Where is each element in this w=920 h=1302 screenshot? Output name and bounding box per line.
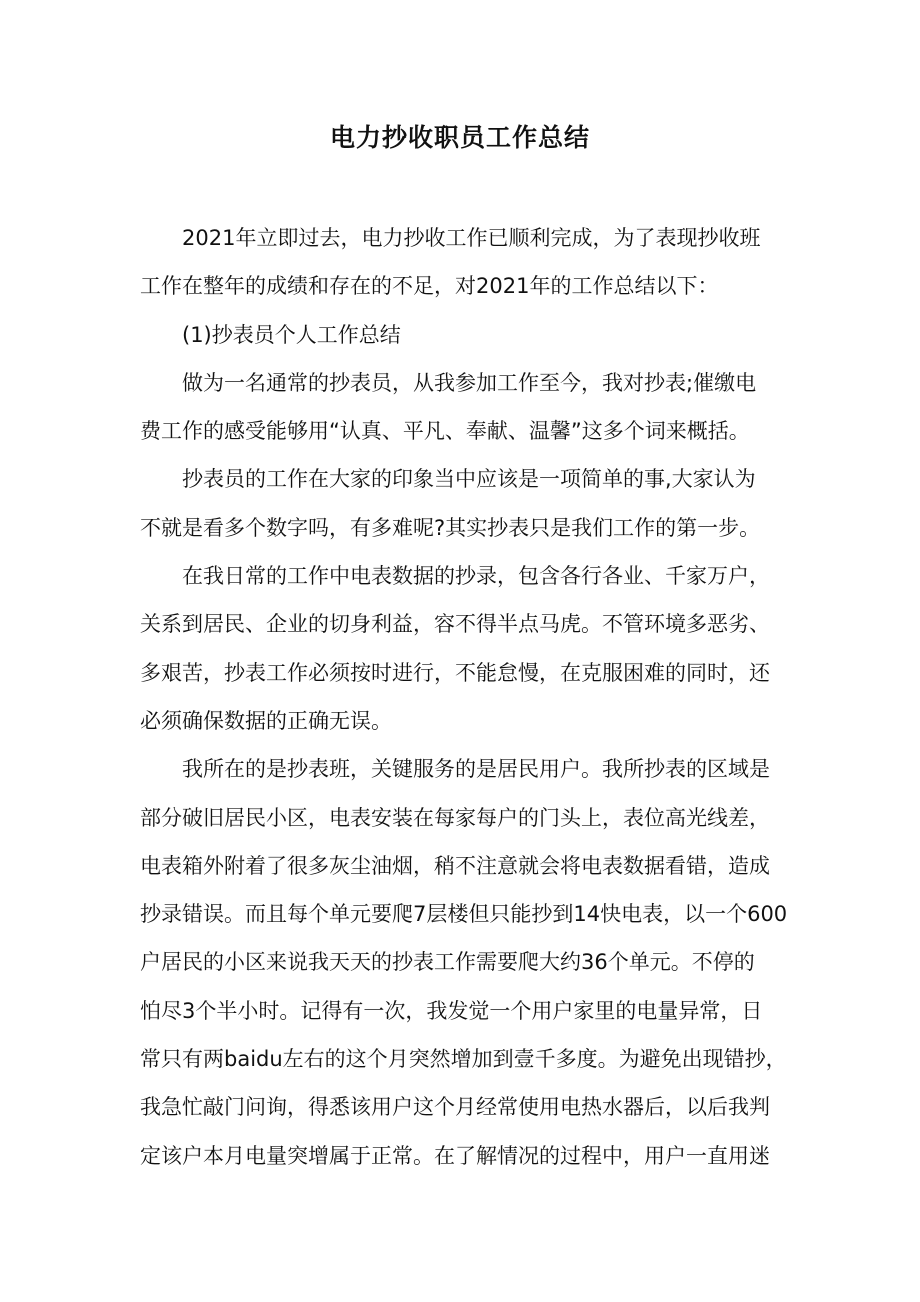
text-line: 多艰苦，抄表工作必须按时进行，不能怠慢，在克服困难的同时，还 (140, 660, 770, 685)
text-line: 常只有两baidu左右的这个月突然增加到壹千多度。为避免出现错抄， (140, 1047, 787, 1072)
text-line: 我所在的是抄表班，关键服务的是居民用户。我所抄表的区域是 (182, 757, 770, 782)
text-line: 户居民的小区来说我天天的抄表工作需要爬大约36个单元。不停的 (140, 950, 755, 975)
text-line: 怕尽3个半小时。记得有一次，我发觉一个用户家里的电量异常，日 (140, 998, 763, 1023)
text-line: 抄录错误。而且每个单元要爬7层楼但只能抄到14快电表，以一个600 (140, 902, 788, 927)
text-line: 抄表员的工作在大家的印象当中应该是一项简单的事,大家认为 (182, 467, 756, 492)
text-line: 电表箱外附着了很多灰尘油烟，稍不注意就会将电表数据看错，造成 (140, 853, 770, 878)
text-line: 2021年立即过去，电力抄收工作已顺利完成，为了表现抄收班 (182, 226, 761, 250)
section-heading: (1)抄表员个人工作总结 (182, 322, 401, 347)
text-line: 部分破旧居民小区，电表安装在每家每户的门头上，表位高光线差， (140, 805, 770, 830)
text-line: 工作在整年的成绩和存在的不足，对2021年的工作总结以下： (140, 274, 719, 299)
text-line: 关系到居民、企业的切身利益，容不得半点马虎。不管环境多恶劣、 (140, 612, 770, 637)
document-body (140, 214, 788, 1180)
text-line: 不就是看多个数字吗，有多难呢?其实抄表只是我们工作的第一步。 (140, 515, 761, 540)
text-line: 定该户本月电量突增属于正常。在了解情况的过程中，用户一直用迷 (140, 1143, 770, 1168)
text-line: 做为一名通常的抄表员，从我参加工作至今，我对抄表;催缴电 (182, 370, 757, 395)
text-line: 费工作的感受能够用“认真、平凡、奉献、温馨”这多个词来概括。 (140, 419, 750, 444)
text-line: 我急忙敲门问询，得悉该用户这个月经常使用电热水器后，以后我判 (140, 1095, 770, 1120)
text-line: 必须确保数据的正确无误。 (140, 708, 392, 733)
text-line: 在我日常的工作中电表数据的抄录，包含各行各业、千家万户， (182, 564, 770, 589)
document-title: 电力抄收职员工作总结 (329, 123, 590, 152)
